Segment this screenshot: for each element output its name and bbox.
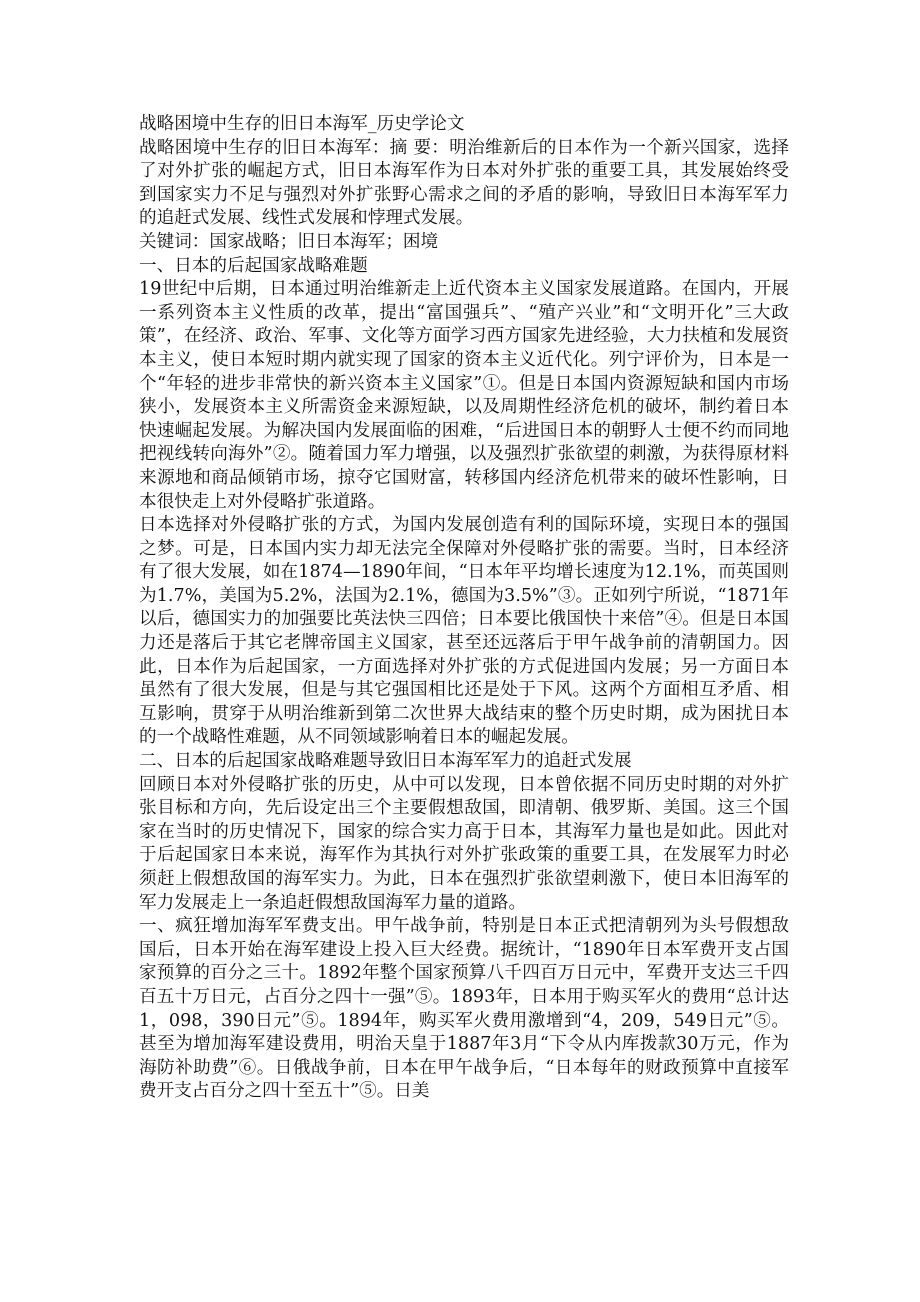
- body-paragraph: 日本选择对外侵略扩张的方式，为国内发展创造有利的国际环境，实现日本的强国之梦。可是，日本国内实力却无法完全保障对外侵略扩张的需要。当时，日本经济有了很大发展，如在1874—1890年间，“日本年平均增长速度为12.1%，而英国则为1.7%，美国为5.2%，法国为2.1%，德国为3.5%”③。正如列宁所说，“1871年以后，德国实力的加强要比英法快三四倍；日本要比俄国快十来倍”④。但是日本国力还是落后于其它老牌帝国主义国家，甚至还远落后于甲午战争前的清朝国力。因此，日本作为后起国家，一方面选择对外扩张的方式促进国内发展；另一方面日本虽然有了很大发展，但是与其它强国相比还是处于下风。这两个方面相互矛盾、相互影响，贯穿于从明治维新到第二次世界大战结束的整个历史时期，成为困扰日本的一个战略性难题，从不同领域影响着日本的崛起发展。: [139, 515, 789, 748]
- document-title: 战略困境中生存的旧日本海军_历史学论文: [139, 114, 465, 134]
- keywords-line: 关键词：国家战略；旧日本海军；困境: [139, 231, 439, 252]
- section-heading-1: 一、日本的后起国家战略难题: [139, 255, 368, 276]
- document-body: [139, 113, 789, 1104]
- section-heading-2: 二、日本的后起国家战略难题导致旧日本海军军力的追赶式发展: [139, 751, 632, 772]
- body-paragraph: 回顾日本对外侵略扩张的历史，从中可以发现，日本曾依据不同历史时期的对外扩张目标和方向，先后设定出三个主要假想敌国，即清朝、俄罗斯、美国。这三个国家在当时的历史情况下，国家的综合实力高于日本，其海军力量也是如此。因此对于后起国家日本来说，海军作为其执行对外扩张政策的重要工具，在发展军力时必须赶上假想敌国的海军实力。为此，日本在强烈扩张欲望刺激下，使日本旧海军的军力发展走上一条追赶假想敌国海军力量的道路。: [139, 774, 789, 913]
- abstract-paragraph: 战略困境中生存的旧日本海军：摘 要：明治维新后的日本作为一个新兴国家，选择了对外扩张的崛起方式，旧日本海军作为日本对外扩张的重要工具，其发展始终受到国家实力不足与强烈对外扩张野心需求之间的矛盾的影响，导致旧日本海军军力的追赶式发展、线性式发展和悖理式发展。: [139, 137, 789, 229]
- body-paragraph: 19世纪中后期，日本通过明治维新走上近代资本主义国家发展道路。在国内，开展一系列资本主义性质的改革，提出“富国强兵”、“殖产兴业”和“文明开化”三大政策”，在经济、政治、军事、文化等方面学习西方国家先进经验，大力扶植和发展资本主义，使日本短时期内就实现了国家的资本主义近代化。列宁评价为，日本是一个“年轻的进步非常快的新兴资本主义国家”①。但是日本国内资源短缺和国内市场狭小，发展资本主义所需资金来源短缺，以及周期性经济危机的破坏，制约着日本快速崛起发展。为解决国内发展面临的困难，“后进国日本的朝野人士便不约而同地把视线转向海外”②。随着国力军力增强，以及强烈扩张欲望的刺激，为获得原材料来源地和商品倾销市场，掠夺它国财富，转移国内经济危机带来的破坏性影响，日本很快走上对外侵略扩张道路。: [139, 279, 789, 512]
- body-paragraph: 一、疯狂增加海军军费支出。甲午战争前，特别是日本正式把清朝列为头号假想敌国后，日本开始在海军建设上投入巨大经费。据统计，“1890年日本军费开支占国家预算的百分之三十。1892年整个国家预算八千四百万日元中，军费开支达三千四百五十万日元，占百分之四十一强”⑤。1893年，日本用于购买军火的费用“总计达1，098，390日元”⑤。1894年，购买军火费用激增到“4，209，549日元”⑤。甚至为增加海军建设费用，明治天皇于1887年3月“下令从内库拨款30万元，作为海防补助费”⑥。日俄战争前，日本在甲午战争后，“日本每年的财政预算中直接军费开支占百分之四十至五十”⑤。日美: [139, 916, 789, 1102]
